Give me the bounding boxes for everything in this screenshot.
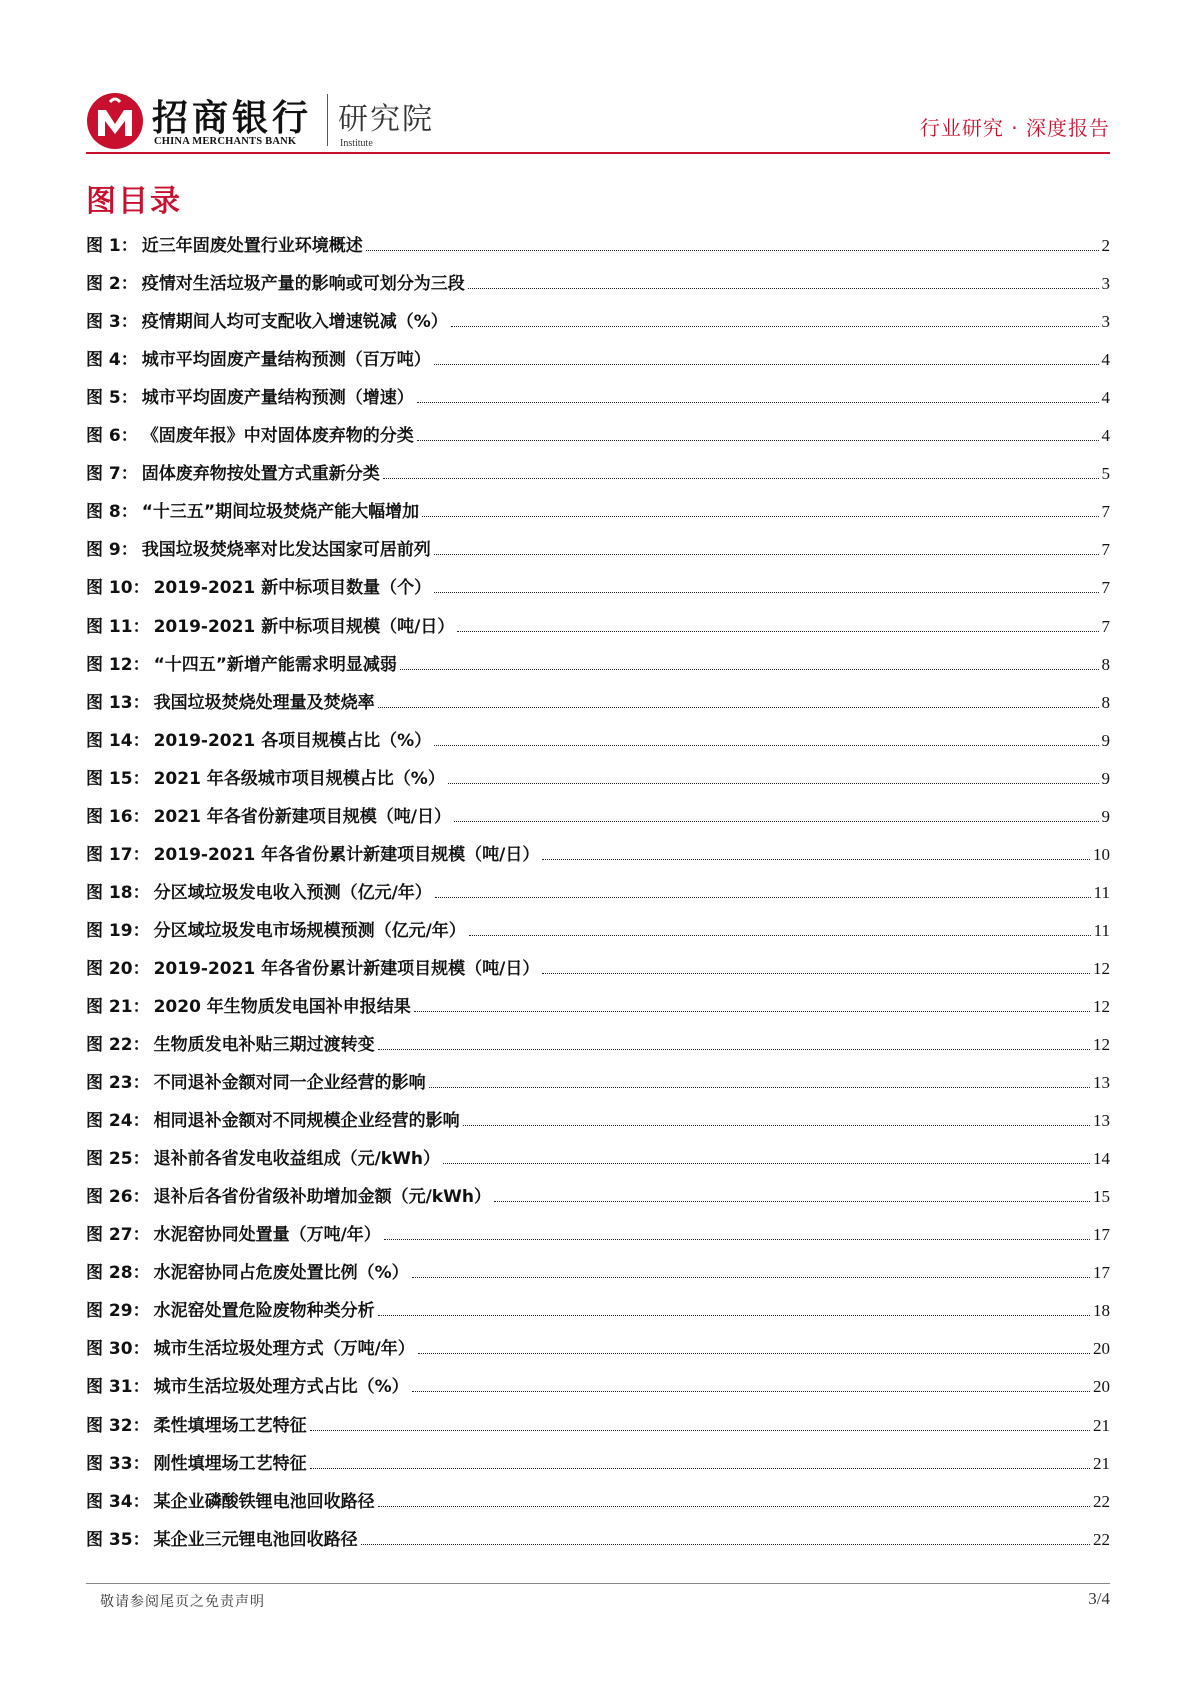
toc-dot-leader [542, 858, 1090, 860]
toc-entry[interactable] [86, 1023, 1110, 1061]
toc-entry[interactable] [86, 1099, 1110, 1137]
toc-entry[interactable] [86, 338, 1110, 376]
toc-entry[interactable] [86, 643, 1110, 681]
toc-entry-page: 9 [1101, 806, 1110, 826]
toc-entry-title: 城市生活垃圾处理方式（万吨/年） [153, 1339, 415, 1360]
toc-entry-title: 柔性填埋场工艺特征 [153, 1415, 307, 1436]
toc-entry-page: 17 [1093, 1225, 1110, 1245]
toc-entry-title: 某企业三元锂电池回收路径 [153, 1529, 358, 1550]
toc-entry-page: 2 [1101, 236, 1110, 256]
toc-dot-leader [412, 1276, 1090, 1278]
institute-name-en: Institute [340, 138, 373, 149]
toc-entry-label: 图 1： [86, 236, 138, 257]
toc-entry-page: 4 [1101, 426, 1110, 446]
toc-entry-label: 图 5： [86, 388, 138, 409]
toc-entry-label: 图 22： [86, 1035, 150, 1056]
toc-entry-title: 分区域垃圾发电市场规模预测（亿元/年） [153, 920, 466, 941]
toc-entry[interactable] [86, 604, 1110, 642]
toc-entry-page: 12 [1093, 1035, 1110, 1055]
toc-dot-leader [310, 1467, 1090, 1469]
disclaimer-note: 敬请参阅尾页之免责声明 [100, 1594, 265, 1610]
toc-entry-page: 4 [1101, 350, 1110, 370]
toc-dot-leader [454, 820, 1098, 822]
toc-entry[interactable] [86, 1137, 1110, 1175]
toc-entry-page: 8 [1101, 692, 1110, 712]
toc-entry-title: 近三年固废处置行业环境概述 [141, 236, 363, 257]
toc-entry-title: 2019-2021 新中标项目数量（个） [153, 578, 432, 599]
toc-entry[interactable] [86, 1213, 1110, 1251]
toc-entry-page: 15 [1093, 1187, 1110, 1207]
toc-entry[interactable] [86, 1251, 1110, 1289]
toc-entry[interactable] [86, 1403, 1110, 1441]
toc-dot-leader [400, 668, 1099, 670]
toc-entry-page: 8 [1101, 654, 1110, 674]
toc-entry-label: 图 10： [86, 578, 150, 599]
footer-divider [86, 1583, 1110, 1584]
toc-entry-title: 城市生活垃圾处理方式占比（%） [153, 1377, 409, 1398]
toc-entry-label: 图 28： [86, 1263, 150, 1284]
toc-entry-label: 图 17： [86, 844, 150, 865]
toc-dot-leader [494, 1200, 1090, 1202]
toc-dot-leader [468, 287, 1099, 289]
toc-entry-page: 5 [1101, 464, 1110, 484]
brand-divider [327, 94, 328, 146]
toc-entry-label: 图 12： [86, 654, 150, 675]
toc-entry[interactable] [86, 1365, 1110, 1403]
toc-entry-label: 图 21： [86, 996, 150, 1017]
toc-entry[interactable] [86, 681, 1110, 719]
toc-entry-title: 《固废年报》中对固体废弃物的分类 [141, 426, 414, 447]
toc-entry[interactable] [86, 871, 1110, 909]
toc-entry[interactable] [86, 528, 1110, 566]
toc-entry-page: 11 [1093, 882, 1110, 902]
toc-entry-page: 17 [1093, 1263, 1110, 1283]
toc-dot-leader [418, 1352, 1090, 1354]
toc-entry[interactable] [86, 1442, 1110, 1480]
toc-entry[interactable] [86, 300, 1110, 338]
toc-entry-label: 图 20： [86, 958, 150, 979]
toc-entry-label: 图 9： [86, 540, 138, 561]
toc-entry-page: 21 [1093, 1453, 1110, 1473]
toc-entry-page: 7 [1101, 540, 1110, 560]
toc-entry[interactable] [86, 719, 1110, 757]
toc-entry[interactable] [86, 414, 1110, 452]
toc-dot-leader [448, 782, 1099, 784]
toc-entry-label: 图 29： [86, 1301, 150, 1322]
toc-dot-leader [542, 972, 1090, 974]
toc-entry[interactable] [86, 262, 1110, 300]
toc-dot-leader [434, 363, 1099, 365]
header-divider [86, 152, 1110, 154]
toc-entry-page: 13 [1093, 1111, 1110, 1131]
toc-entry-title: 刚性填埋场工艺特征 [153, 1453, 307, 1474]
page-header [86, 84, 1110, 154]
toc-entry-title: 疫情期间人均可支配收入增速锐减（%） [141, 312, 448, 333]
toc-entry-title: 2019-2021 新中标项目规模（吨/日） [153, 616, 455, 637]
toc-dot-leader [378, 1505, 1090, 1507]
toc-entry[interactable] [86, 452, 1110, 490]
toc-entry[interactable] [86, 1518, 1110, 1556]
toc-entry-label: 图 31： [86, 1377, 150, 1398]
toc-entry-label: 图 35： [86, 1529, 150, 1550]
toc-dot-leader [434, 591, 1098, 593]
toc-entry-title: 水泥窑协同处置量（万吨/年） [153, 1225, 381, 1246]
toc-entry-title: 退补前各省发电收益组成（元/kWh） [153, 1149, 440, 1170]
toc-entry-title: 疫情对生活垃圾产量的影响或可划分为三段 [141, 274, 465, 295]
toc-entry-title: 2021 年各级城市项目规模占比（%） [153, 768, 445, 789]
toc-entry-page: 18 [1093, 1301, 1110, 1321]
toc-dot-leader [443, 1162, 1090, 1164]
toc-entry-label: 图 7： [86, 464, 138, 485]
toc-entry-title: 2019-2021 年各省份累计新建项目规模（吨/日） [153, 958, 540, 979]
toc-entry-page: 10 [1093, 844, 1110, 864]
toc-entry-title: 分区域垃圾发电收入预测（亿元/年） [153, 882, 432, 903]
toc-entry-page: 4 [1101, 388, 1110, 408]
toc-entry-page: 3 [1101, 274, 1110, 294]
toc-entry-page: 12 [1093, 958, 1110, 978]
toc-entry-page: 3 [1101, 312, 1110, 332]
figure-toc-list [86, 224, 1110, 1556]
toc-entry-title: 我国垃圾焚烧处理量及焚烧率 [153, 692, 375, 713]
toc-entry-title: 城市平均固废产量结构预测（百万吨） [141, 350, 431, 371]
toc-entry-label: 图 13： [86, 692, 150, 713]
toc-dot-leader [378, 1048, 1090, 1050]
toc-dot-leader [457, 630, 1098, 632]
toc-entry-title: 水泥窑处置危险废物种类分析 [153, 1301, 375, 1322]
toc-entry-label: 图 26： [86, 1187, 150, 1208]
toc-dot-leader [422, 515, 1098, 517]
toc-entry-title: 2021 年各省份新建项目规模（吨/日） [153, 806, 452, 827]
toc-entry-label: 图 8： [86, 502, 138, 523]
toc-entry-page: 11 [1093, 920, 1110, 940]
toc-dot-leader [451, 325, 1099, 327]
toc-entry[interactable] [86, 1327, 1110, 1365]
toc-entry-page: 7 [1101, 502, 1110, 522]
toc-dot-leader [435, 896, 1091, 898]
toc-entry-label: 图 14： [86, 730, 150, 751]
toc-entry[interactable] [86, 1061, 1110, 1099]
toc-entry-page: 7 [1101, 578, 1110, 598]
toc-dot-leader [412, 1390, 1090, 1392]
toc-entry-label: 图 18： [86, 882, 150, 903]
toc-entry-label: 图 23： [86, 1073, 150, 1094]
toc-dot-leader [361, 1543, 1090, 1545]
toc-entry-label: 图 6： [86, 426, 138, 447]
toc-entry-label: 图 2： [86, 274, 138, 295]
toc-entry-page: 21 [1093, 1415, 1110, 1435]
toc-dot-leader [414, 1010, 1090, 1012]
toc-dot-leader [469, 934, 1091, 936]
toc-entry-page: 22 [1093, 1529, 1110, 1549]
toc-dot-leader [383, 477, 1099, 479]
toc-entry-title: 退补后各省份省级补助增加金额（元/kWh） [153, 1187, 491, 1208]
toc-entry-label: 图 15： [86, 768, 150, 789]
page-number: 3/4 [1088, 1589, 1110, 1608]
toc-dot-leader [429, 1086, 1090, 1088]
toc-entry[interactable] [86, 224, 1110, 262]
brand-name-en: CHINA MERCHANTS BANK [154, 136, 297, 147]
toc-entry-title: “十四五”新增产能需求明显减弱 [153, 654, 397, 675]
toc-entry-title: 固体废弃物按处置方式重新分类 [141, 464, 380, 485]
toc-dot-leader [417, 439, 1099, 441]
toc-dot-leader [434, 553, 1099, 555]
toc-entry-label: 图 33： [86, 1453, 150, 1474]
toc-entry-page: 9 [1101, 730, 1110, 750]
toc-entry[interactable] [86, 795, 1110, 833]
section-title: 图目录 [86, 184, 182, 219]
report-type: 行业研究 · 深度报告 [919, 116, 1110, 140]
toc-dot-leader [378, 1314, 1090, 1316]
toc-entry[interactable] [86, 909, 1110, 947]
toc-entry[interactable] [86, 833, 1110, 871]
toc-entry-title: 2019-2021 各项目规模占比（%） [153, 730, 432, 751]
toc-entry-label: 图 25： [86, 1149, 150, 1170]
toc-entry-title: “十三五”期间垃圾焚烧产能大幅增加 [141, 502, 420, 523]
toc-dot-leader [378, 706, 1099, 708]
toc-entry-title: 生物质发电补贴三期过渡转变 [153, 1035, 375, 1056]
toc-entry[interactable] [86, 490, 1110, 528]
toc-entry[interactable] [86, 376, 1110, 414]
toc-entry-title: 某企业磷酸铁锂电池回收路径 [153, 1491, 375, 1512]
toc-entry-page: 14 [1093, 1149, 1110, 1169]
toc-entry-page: 9 [1101, 768, 1110, 788]
toc-dot-leader [434, 744, 1098, 746]
toc-entry-label: 图 16： [86, 806, 150, 827]
toc-entry-label: 图 24： [86, 1111, 150, 1132]
toc-entry-page: 20 [1093, 1377, 1110, 1397]
toc-entry-page: 12 [1093, 996, 1110, 1016]
toc-entry-title: 2019-2021 年各省份累计新建项目规模（吨/日） [153, 844, 540, 865]
toc-entry-label: 图 11： [86, 616, 150, 637]
toc-entry-label: 图 32： [86, 1415, 150, 1436]
cmb-logo-icon [86, 92, 144, 150]
toc-entry-label: 图 19： [86, 920, 150, 941]
toc-entry-title: 不同退补金额对同一企业经营的影响 [153, 1073, 426, 1094]
toc-entry-page: 13 [1093, 1073, 1110, 1093]
toc-entry[interactable] [86, 985, 1110, 1023]
toc-entry-title: 2020 年生物质发电国补申报结果 [153, 996, 411, 1017]
toc-entry[interactable] [86, 757, 1110, 795]
toc-entry[interactable] [86, 1175, 1110, 1213]
toc-entry[interactable] [86, 1289, 1110, 1327]
toc-dot-leader [417, 401, 1099, 403]
toc-entry-label: 图 30： [86, 1339, 150, 1360]
toc-entry-title: 城市平均固废产量结构预测（增速） [141, 388, 414, 409]
toc-dot-leader [384, 1238, 1090, 1240]
toc-entry-page: 7 [1101, 616, 1110, 636]
toc-entry-title: 相同退补金额对不同规模企业经营的影响 [153, 1111, 460, 1132]
toc-entry-label: 图 3： [86, 312, 138, 333]
toc-entry-label: 图 27： [86, 1225, 150, 1246]
institute-name-cn: 研究院 [338, 102, 434, 137]
toc-entry-title: 水泥窑协同占危废处置比例（%） [153, 1263, 409, 1284]
brand-name-cn: 招商银行 [152, 97, 313, 139]
toc-entry-page: 22 [1093, 1491, 1110, 1511]
toc-entry[interactable] [86, 566, 1110, 604]
toc-dot-leader [463, 1124, 1090, 1126]
toc-entry-label: 图 4： [86, 350, 138, 371]
toc-entry[interactable] [86, 947, 1110, 985]
toc-dot-leader [366, 249, 1099, 251]
toc-entry-page: 20 [1093, 1339, 1110, 1359]
toc-dot-leader [310, 1429, 1090, 1431]
toc-entry-label: 图 34： [86, 1491, 150, 1512]
toc-entry-title: 我国垃圾焚烧率对比发达国家可居前列 [141, 540, 431, 561]
toc-entry[interactable] [86, 1480, 1110, 1518]
